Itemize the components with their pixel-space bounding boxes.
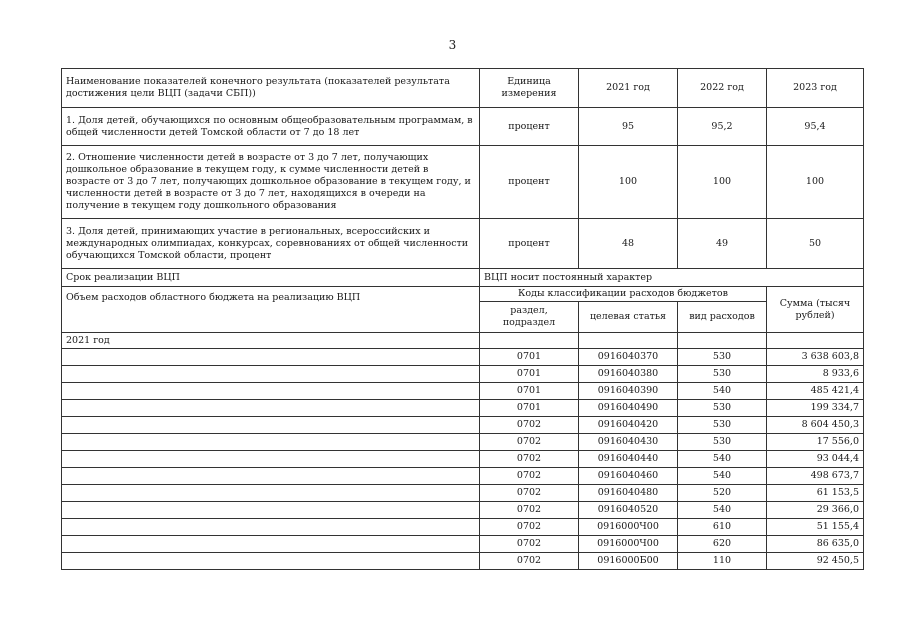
budget-row-name	[62, 366, 480, 383]
budget-row-type: 520	[678, 485, 767, 502]
budget-row-section: 0702	[480, 417, 579, 434]
header-row	[62, 69, 864, 108]
budget-row	[62, 553, 864, 570]
codes-header: Коды классификации расходов бюджетов	[480, 287, 767, 302]
budget-row-section: 0702	[480, 536, 579, 553]
budget-row-section: 0702	[480, 485, 579, 502]
col-target-header: целевая статья	[579, 302, 678, 333]
indicator-value-2021: 95	[579, 108, 678, 146]
budget-row-sum: 485 421,4	[767, 383, 864, 400]
budget-row-name	[62, 383, 480, 400]
term-value: ВЦП носит постоянный характер	[480, 269, 864, 287]
indicator-value-2021: 100	[579, 146, 678, 219]
budget-row-type: 540	[678, 502, 767, 519]
budget-row	[62, 366, 864, 383]
budget-row	[62, 417, 864, 434]
budget-row-target: 0916040420	[579, 417, 678, 434]
program-table	[61, 68, 864, 570]
indicator-value-2022: 95,2	[678, 108, 767, 146]
indicator-row	[62, 108, 864, 146]
budget-row-sum: 92 450,5	[767, 553, 864, 570]
budget-row	[62, 434, 864, 451]
budget-row	[62, 536, 864, 553]
budget-row-name	[62, 485, 480, 502]
budget-row-name	[62, 468, 480, 485]
indicator-value-2023: 95,4	[767, 108, 864, 146]
indicator-unit: процент	[480, 146, 579, 219]
budget-row-section: 0702	[480, 468, 579, 485]
budget-row-type: 530	[678, 366, 767, 383]
budget-row-section: 0702	[480, 502, 579, 519]
budget-label: Объем расходов областного бюджета на реализацию ВЦП	[62, 287, 480, 333]
indicator-value-2021: 48	[579, 219, 678, 269]
budget-row-sum: 29 366,0	[767, 502, 864, 519]
budget-row-section: 0702	[480, 434, 579, 451]
budget-row-sum: 498 673,7	[767, 468, 864, 485]
page-number: 3	[448, 38, 457, 52]
budget-row-sum: 51 155,4	[767, 519, 864, 536]
header-2021: 2021 год	[579, 69, 678, 108]
budget-row-name	[62, 400, 480, 417]
budget-row-sum: 3 638 603,8	[767, 349, 864, 366]
indicator-name: 1. Доля детей, обучающихся по основным общеобразовательным программам, в общей численности детей Томской области от 7 до 18 лет	[62, 108, 480, 146]
budget-row-target: 0916000Ч00	[579, 519, 678, 536]
budget-row-name	[62, 553, 480, 570]
budget-row-type: 530	[678, 400, 767, 417]
budget-row-sum: 86 635,0	[767, 536, 864, 553]
budget-row-sum: 199 334,7	[767, 400, 864, 417]
budget-row-name	[62, 502, 480, 519]
budget-row-section: 0701	[480, 366, 579, 383]
budget-row-name	[62, 451, 480, 468]
col-section-header: раздел, подраздел	[480, 302, 579, 333]
budget-row-target: 0916040390	[579, 383, 678, 400]
budget-row-sum: 8 933,6	[767, 366, 864, 383]
budget-row-type: 620	[678, 536, 767, 553]
budget-row	[62, 383, 864, 400]
indicator-value-2023: 50	[767, 219, 864, 269]
budget-row-name	[62, 349, 480, 366]
budget-row-target: 0916040380	[579, 366, 678, 383]
indicator-value-2022: 100	[678, 146, 767, 219]
budget-row	[62, 451, 864, 468]
budget-row-name	[62, 417, 480, 434]
year-row	[62, 333, 864, 349]
budget-row-section: 0701	[480, 383, 579, 400]
budget-row	[62, 519, 864, 536]
budget-row-type: 610	[678, 519, 767, 536]
budget-row	[62, 502, 864, 519]
budget-row	[62, 485, 864, 502]
indicator-name: 2. Отношение численности детей в возрасте от 3 до 7 лет, получающих дошкольное образование в текущем году, к сумме численности детей в возрасте от 3 до 7 лет, получающих дошкольное образование в текущем году, и численности детей в возрасте от 3 до 7 лет, находящихся в очереди на получение в текущем году дошкольного образования	[62, 146, 480, 219]
indicator-row	[62, 146, 864, 219]
budget-row-target: 0916040520	[579, 502, 678, 519]
budget-row-type: 530	[678, 434, 767, 451]
budget-row-type: 540	[678, 468, 767, 485]
budget-row-target: 0916040370	[579, 349, 678, 366]
budget-row-section: 0702	[480, 553, 579, 570]
col-type-header: вид расходов	[678, 302, 767, 333]
budget-row-section: 0702	[480, 451, 579, 468]
budget-row-sum: 61 153,5	[767, 485, 864, 502]
term-label: Срок реализации ВЦП	[62, 269, 480, 287]
budget-row-type: 110	[678, 553, 767, 570]
indicator-name: 3. Доля детей, принимающих участие в региональных, всероссийских и международных олимпиадах, конкурсах, соревнованиях от общей численности обучающихся Томской области, процент	[62, 219, 480, 269]
budget-row	[62, 349, 864, 366]
budget-row-section: 0701	[480, 400, 579, 417]
budget-row	[62, 400, 864, 417]
header-2023: 2023 год	[767, 69, 864, 108]
budget-row-target: 0916040430	[579, 434, 678, 451]
budget-row-target: 0916000Ч00	[579, 536, 678, 553]
indicator-unit: процент	[480, 108, 579, 146]
budget-row-type: 540	[678, 383, 767, 400]
header-unit: Единица измерения	[480, 69, 579, 108]
year-label: 2021 год	[62, 333, 480, 349]
sum-header: Сумма (тысяч рублей)	[767, 287, 864, 333]
budget-row-target: 0916040480	[579, 485, 678, 502]
indicator-unit: процент	[480, 219, 579, 269]
term-row	[62, 269, 864, 287]
indicator-value-2023: 100	[767, 146, 864, 219]
header-2022: 2022 год	[678, 69, 767, 108]
budget-row-type: 540	[678, 451, 767, 468]
budget-row-sum: 8 604 450,3	[767, 417, 864, 434]
header-name: Наименование показателей конечного результата (показателей результата достижения цели ВЦП (задачи СБП))	[62, 69, 480, 108]
budget-row-name	[62, 536, 480, 553]
indicator-value-2022: 49	[678, 219, 767, 269]
budget-row-target: 0916000Б00	[579, 553, 678, 570]
budget-row-type: 530	[678, 417, 767, 434]
budget-row-type: 530	[678, 349, 767, 366]
budget-row-section: 0701	[480, 349, 579, 366]
budget-row-target: 0916040490	[579, 400, 678, 417]
indicator-row	[62, 219, 864, 269]
budget-row-name	[62, 519, 480, 536]
budget-row-target: 0916040440	[579, 451, 678, 468]
budget-row-sum: 93 044,4	[767, 451, 864, 468]
budget-header-row	[62, 287, 864, 302]
budget-row-target: 0916040460	[579, 468, 678, 485]
budget-row-name	[62, 434, 480, 451]
budget-row-sum: 17 556,0	[767, 434, 864, 451]
budget-row	[62, 468, 864, 485]
budget-row-section: 0702	[480, 519, 579, 536]
